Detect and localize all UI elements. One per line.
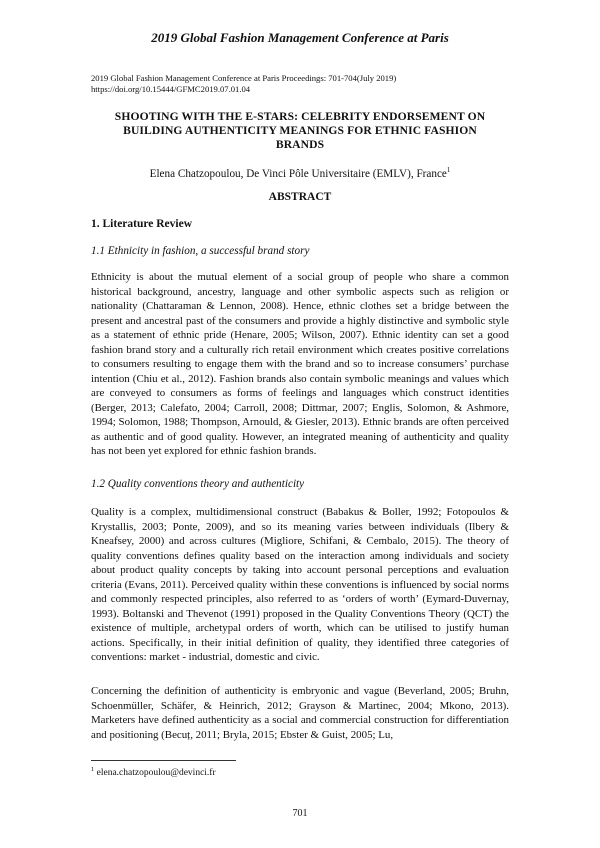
subsection-heading: 1.1 Ethnicity in fashion, a successful brand story	[91, 245, 310, 257]
proceedings-info	[91, 73, 511, 95]
running-head: 2019 Global Fashion Management Conference at Paris	[151, 30, 449, 45]
paragraph: Quality is a complex, multidimensional construct (Babakus & Boller, 1992; Fotopoulos & Krystallis, 2003; Ponte, 2009), and so its meaning varies between individuals (Ilbery & Kneafsey, 2000) and across cultures (Migliore, Schifani, & Cembalo, 2015). The theory of quality conventions defines quality based on the interaction among individuals and society about product quality concepts by taking into account personal perceptions and evaluation criteria (Evans, 2011). Perceived quality within these conventions is influenced by social norms and commonly respected principles, also referred to as ‘orders of worth’ (Eymard-Duvernay, 1993). Boltanski and Thevenot (1991) proposed in the Quality Conventions Theory (QCT) the existence of multiple, archetypal orders of worth, which can be utilised to justify human actions. Specifically, in their initial definition of quality, they identified three categories of conventions: market - industrial, domestic and civic.	[91, 506, 509, 663]
doi-link[interactable]: https://doi.org/10.15444/GFMC2019.07.01.04	[91, 84, 251, 94]
proceedings-citation: 2019 Global Fashion Management Conference at Paris Proceedings: 701-704(July 2019)	[91, 73, 397, 83]
author-affiliation: Elena Chatzopoulou, De Vinci Pôle Universitaire (EMLV), France	[149, 168, 447, 180]
paragraph: Ethnicity is about the mutual element of a social group of people who share a common historical background, ancestry, language and other symbolic aspects such as religion or nationality (Chattaraman & Lennon, 2008). Hence, ethnic clothes set a bridge between the present and ancestral past of the consumers and provide a highly distinctive and symbolic style as a statement of ethnic pride (Henare, 2005; Wilson, 2007). Ethnic identity can set a good fashion brand story and a culturally rich retail environment which creates positive correlations to consumers resulting to engage them with the brand and so to increase consumers’ purchase intention (Chiu et al., 2012). Fashion brands also contain symbolic meanings and values which are conveyed to consumers as forms of feelings and languages which construct identities (Berger, 2013; Calefato, 2004; Carroll, 2008; Dittmar, 2007; Englis, Solomon, & Ashmore, 1994; Solomon, 1988; Thompson, Arnould, & Giesler, 2013). Ethnic brands are often perceived as authentic and of good quality. However, an integrated meaning of authenticity and quality has not been yet explored for ethnic fashion brands.	[91, 271, 509, 457]
footnote-mark: 1	[91, 766, 95, 773]
paragraph: Concerning the definition of authenticity is embryonic and vague (Beverland, 2005; Bruhn, Schoenmüller, Schäfer, & Heinrich, 2012; Grayson & Martinec, 2004; Mkono, 2013). Marketers have defined authenticity as a social and commercial construction for differentiation and positioning (Becuț, 2011; Bryla, 2015; Ebster & Guist, 2005; Lu,	[91, 685, 509, 741]
abstract-heading: ABSTRACT	[268, 191, 332, 203]
paper-title: SHOOTING WITH THE E-STARS: CELEBRITY ENDORSEMENT ON BUILDING AUTHENTICITY MEANINGS FOR ETHNIC FASHION BRANDS	[114, 110, 486, 151]
footnote-email[interactable]: elena.chatzopoulou@devinci.fr	[96, 768, 216, 778]
footnote-divider	[91, 760, 236, 761]
subsection-heading: 1.2 Quality conventions theory and authenticity	[91, 478, 305, 490]
section-heading: 1. Literature Review	[91, 218, 193, 230]
author-line	[0, 166, 600, 180]
footnote	[91, 766, 216, 778]
footnote-marker[interactable]: 1	[446, 166, 451, 174]
page-number: 701	[292, 808, 308, 819]
